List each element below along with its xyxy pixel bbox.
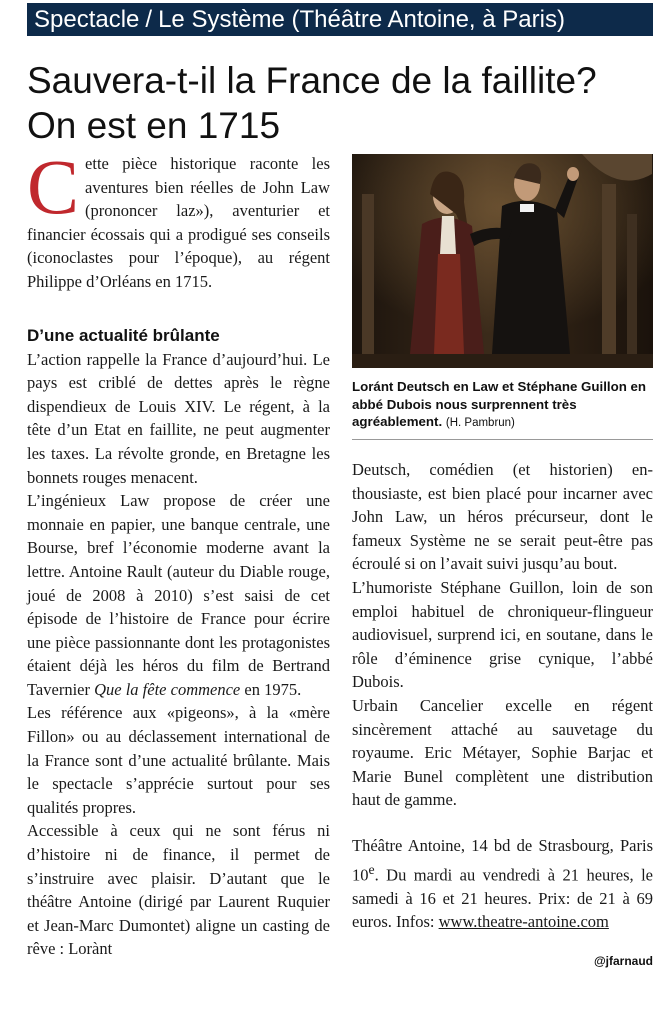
body-paragraph-5: Deutsch, comédien (et historien) enthousiaste, est bien placé pour incarner avec John Law, un héros précurseur, dont le fameux Système ne se serait peut-être pas écroulé si on l’avait suivi jusqu’au bout. [352, 460, 653, 574]
film-title: Que la fête commence [94, 679, 241, 699]
body-paragraph-1: L’action rappelle la France d’aujourd’hui. Le pays est criblé de dettes après le règne dispendieux de Louis XIV. Le régent, à la tête d’un Etat en faillite, ne peut augmenter les taxes. La révolte gronde, en Bretagne les bonnets rouges menacent. [27, 349, 330, 487]
body-paragraph-7: Urbain Cancelier excelle en régent sincèrement attaché au sauvetage du royaume. Eric Métayer, Sophie Barjac et Marie Bunel complètent une distribution haut de gamme. [352, 695, 653, 810]
caption-text: Loránt Deutsch en Law et Stéphane Guillon en abbé Dubois nous surprennent très agréablement. [352, 379, 647, 429]
lead-text: ette pièce historique raconte les aventures bien réelles de John Law (prononcer laz»), aventurier et financier écossais qui a prodigué ses conseils (iconoclastes pour l’époque), au régent Philippe d’Orléans en 1715. [27, 154, 330, 291]
body-paragraph-2 [27, 489, 330, 701]
article-photo [352, 154, 653, 368]
stage-photo-illustration [352, 154, 653, 368]
author-handle: @jfarnaud [593, 954, 653, 968]
body-paragraph-2-end: en 1975. [240, 679, 302, 699]
article-headline: Sauvera-t-il la France de la faillite? On est en 1715 [27, 60, 597, 146]
info-arrondissement-sup: e [368, 861, 375, 877]
section-subheading: D’une actualité brûlante [27, 325, 220, 345]
right-column [352, 458, 653, 934]
left-column [27, 143, 330, 961]
photo-credit: (H. Pambrun) [445, 417, 515, 429]
banner-section: Spectacle [34, 6, 140, 33]
section-banner [27, 3, 653, 36]
body-paragraph-3: Les référence aux «pigeons», à la «mère Fillon» ou au déclassement international de la France sont d’une actualité brûlante. Mais le spectacle s’apprécie surtout pour ses qualités propres. [27, 703, 330, 817]
drop-cap: C [27, 143, 80, 230]
body-paragraph-6: L’humoriste Stéphane Guillon, loin de son emploi habituel de chroniqueur-flingueur audiovisuel, surprend ici, en soutane, dans le rôle d’éminence grise cynique, l’abbé Dubois. [352, 577, 653, 692]
body-paragraph-2-text: L’ingénieux Law propose de créer une monnaie en papier, une banque centrale, une Bourse, bref l’économie moderne avant la lettre. Antoine Rault (auteur du Diable rouge, joué de 2008 à 2010) s’est saisi de cet épisode de l’histoire de France pour écrire une pièce passionnante dont les protagonistes étaient déjà les héros du film de Bertrand Tavernier [27, 491, 330, 699]
body-paragraph-4: Accessible à ceux qui ne sont férus ni d’histoire ni de finance, il permet de s’instruire avec plaisir. D’autant que le théâtre Antoine (dirigé par Laurent Ruquier et Jean-Marc Dumontet) aligne un casting de rêve : Lorànt [27, 821, 330, 959]
photo-caption [352, 378, 653, 433]
info-schedule-price: . Du mardi au vendredi à 21 heures, le samedi à 16 et 21 heures. Prix: de 21 à 69 euros. Infos: [352, 865, 653, 932]
banner-separator: / [145, 6, 153, 33]
info-address: Théâtre Antoine, 14 bd de Strasbourg, Paris 10 [352, 835, 653, 884]
banner-subject: Le Système (Théâtre Antoine, à Paris) [158, 6, 565, 33]
caption-divider [352, 439, 653, 440]
practical-info [352, 834, 653, 934]
theatre-website-link[interactable]: www.theatre-antoine.com [438, 912, 609, 932]
lead-paragraph [27, 143, 330, 294]
